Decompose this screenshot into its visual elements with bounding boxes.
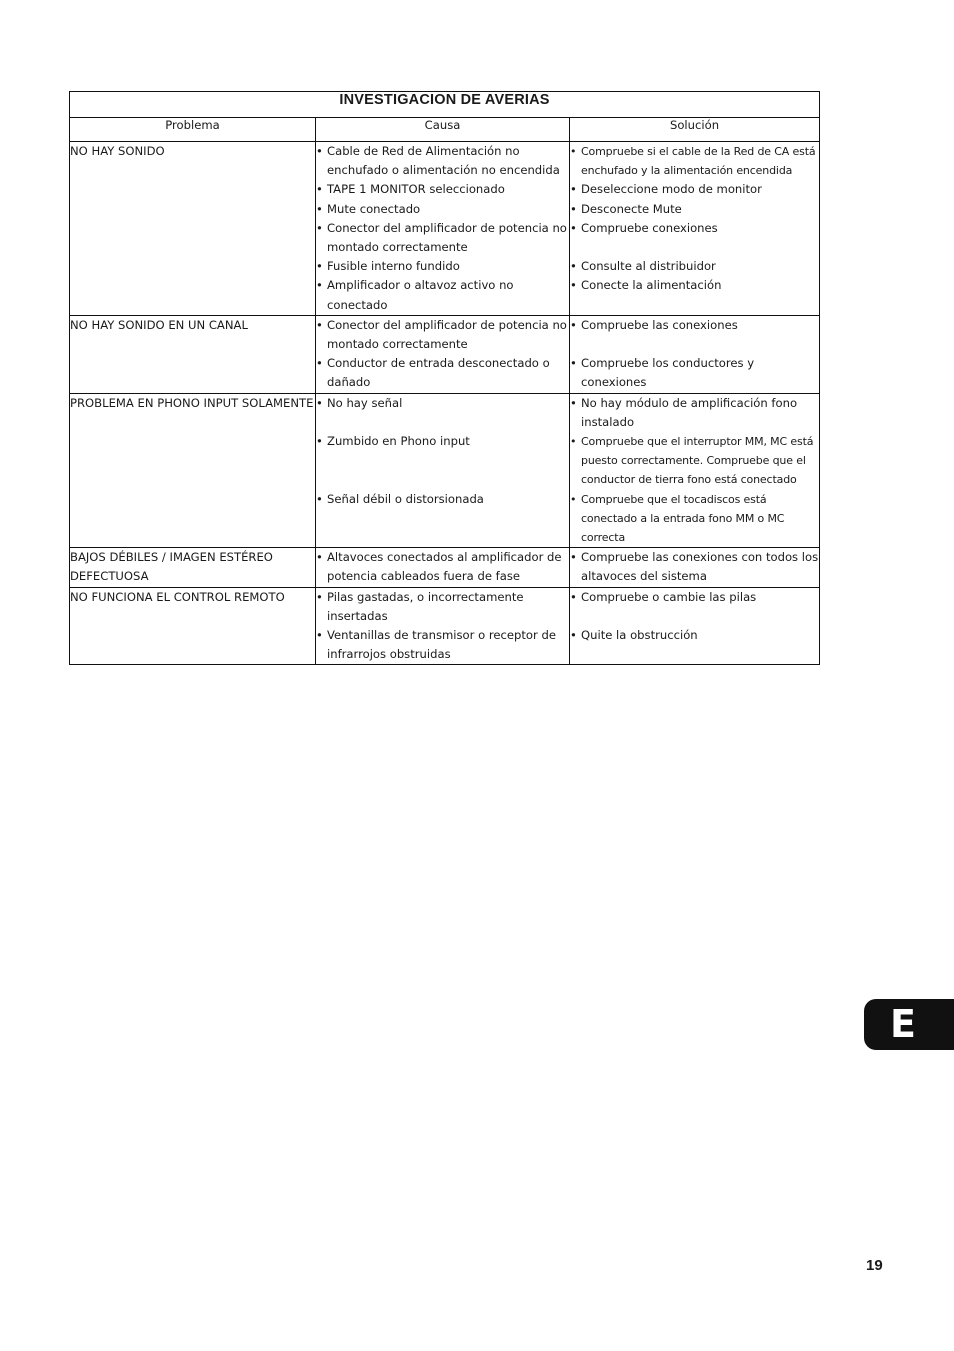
bullet-icon: •: [316, 589, 323, 604]
list-item: • Señal débil o distorsionada: [316, 490, 569, 509]
bullet-icon: •: [570, 259, 577, 274]
list-item: • Desconecte Mute: [570, 200, 819, 219]
bullet-icon: •: [570, 317, 577, 332]
cause-cell: [316, 548, 570, 587]
bullet-icon: •: [316, 201, 323, 216]
solution-cell: [570, 315, 820, 393]
bullet-icon: •: [316, 434, 323, 449]
cause-cell: [316, 393, 570, 548]
bullet-icon: •: [570, 589, 577, 604]
bullet-icon: •: [316, 628, 323, 643]
list-item: • No hay módulo de amplificación fono instalado: [570, 394, 819, 432]
list-item: • Consulte al distribuidor: [570, 257, 819, 276]
list-item: • Amplificador o altavoz activo no conectado: [316, 276, 569, 314]
spacer: [570, 238, 819, 257]
list-item: • Compruebe que el interruptor MM, MC está puesto correctamente. Compruebe que el conductor de tierra fono está conectado: [570, 432, 819, 490]
spacer: [316, 470, 569, 489]
spacer: [570, 335, 819, 354]
list-item: • Ventanillas de transmisor o receptor de infrarrojos obstruidas: [316, 626, 569, 664]
bullet-icon: •: [316, 182, 323, 197]
bullet-icon: •: [570, 395, 577, 410]
spacer: [316, 413, 569, 432]
list-item: • TAPE 1 MONITOR seleccionado: [316, 180, 569, 199]
table-title: INVESTIGACION DE AVERIAS: [70, 92, 820, 118]
solution-cell: [570, 548, 820, 587]
list-item: • Compruebe o cambie las pilas: [570, 588, 819, 607]
page-number: 19: [866, 1257, 883, 1274]
table-row: [70, 548, 820, 587]
list-item: • Conector del amplificador de potencia no montado correctamente: [316, 219, 569, 257]
list-item: • Altavoces conectados al amplificador de potencia cableados fuera de fase: [316, 548, 569, 586]
bullet-icon: •: [570, 220, 577, 235]
bullet-icon: •: [316, 491, 323, 506]
list-item: • Zumbido en Phono input: [316, 432, 569, 451]
problem-cell: PROBLEMA EN PHONO INPUT SOLAMENTE: [70, 393, 316, 548]
section-tab: [864, 999, 954, 1050]
bullet-icon: •: [316, 259, 323, 274]
list-item: • Deseleccione modo de monitor: [570, 180, 819, 199]
table-row: [70, 315, 820, 393]
list-item: • Compruebe conexiones: [570, 219, 819, 238]
list-item: • Compruebe los conductores y conexiones: [570, 354, 819, 392]
solution-cell: [570, 142, 820, 316]
cause-cell: [316, 142, 570, 316]
bullet-icon: •: [570, 182, 577, 197]
list-item: • Mute conectado: [316, 200, 569, 219]
bullet-icon: •: [316, 395, 323, 410]
column-header-cause: Causa: [316, 118, 570, 142]
bullet-icon: •: [316, 317, 323, 332]
list-item: • Conector del amplificador de potencia no montado correctamente: [316, 316, 569, 354]
list-item: • No hay señal: [316, 394, 569, 413]
list-item: • Fusible interno fundido: [316, 257, 569, 276]
list-item: • Pilas gastadas, o incorrectamente insertadas: [316, 588, 569, 626]
problem-cell: NO HAY SONIDO: [70, 142, 316, 316]
bullet-icon: •: [316, 220, 323, 235]
spacer: [570, 607, 819, 626]
bullet-icon: •: [316, 278, 323, 293]
list-item: • Compruebe las conexiones: [570, 316, 819, 335]
problem-cell: NO HAY SONIDO EN UN CANAL: [70, 315, 316, 393]
solution-cell: [570, 393, 820, 548]
solution-cell: [570, 587, 820, 665]
bullet-icon: •: [570, 492, 577, 506]
bullet-icon: •: [570, 145, 577, 158]
cause-cell: [316, 315, 570, 393]
list-item: • Cable de Red de Alimentación no enchufado o alimentación no encendida: [316, 142, 569, 180]
column-header-solution: Solución: [570, 118, 820, 142]
list-item: • Conecte la alimentación: [570, 276, 819, 295]
list-item: • Quite la obstrucción: [570, 626, 819, 645]
table-row: [70, 587, 820, 665]
table-row: [70, 142, 820, 316]
bullet-icon: •: [570, 628, 577, 643]
troubleshooting-table: [69, 91, 820, 665]
bullet-icon: •: [570, 278, 577, 293]
list-item: • Compruebe si el cable de la Red de CA está enchufado y la alimentación encendida: [570, 142, 819, 180]
list-item: • Compruebe que el tocadiscos está conectado a la entrada fono MM o MC correcta: [570, 490, 819, 548]
problem-cell: NO FUNCIONA EL CONTROL REMOTO: [70, 587, 316, 665]
column-header-problem: Problema: [70, 118, 316, 142]
bullet-icon: •: [316, 550, 323, 565]
table-row: [70, 393, 820, 548]
spacer: [316, 451, 569, 470]
section-tab-letter: E: [890, 1002, 916, 1046]
bullet-icon: •: [316, 144, 323, 158]
bullet-icon: •: [570, 550, 577, 565]
problem-cell: BAJOS DÉBILES / IMAGEN ESTÉREO DEFECTUOSA: [70, 548, 316, 587]
bullet-icon: •: [570, 356, 577, 371]
bullet-icon: •: [570, 435, 577, 449]
list-item: • Conductor de entrada desconectado o dañado: [316, 354, 569, 392]
cause-cell: [316, 587, 570, 665]
bullet-icon: •: [316, 356, 323, 371]
list-item: • Compruebe las conexiones con todos los altavoces del sistema: [570, 548, 819, 586]
bullet-icon: •: [570, 201, 577, 216]
